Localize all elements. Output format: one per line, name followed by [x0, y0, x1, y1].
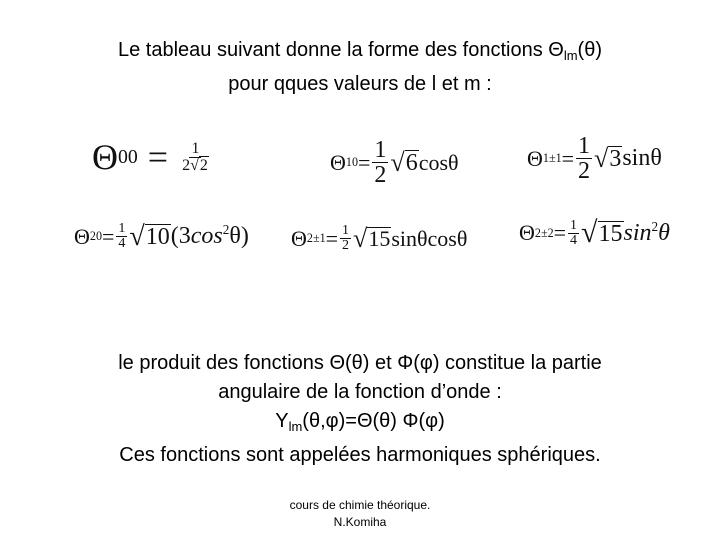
body-line-1: le produit des fonctions Θ(θ) et Φ(φ) constitue la partie: [118, 352, 602, 374]
body-line-4: Ces fonctions sont appelées harmoniques sphériques.: [119, 444, 601, 466]
title-line-2: pour qques valeurs de l et m :: [228, 73, 492, 95]
fraction: $\frac{1}{4}$: [118, 221, 126, 251]
fraction: $\frac{1}{4}$: [570, 217, 578, 248]
formula-theta-2pm2: Θ 2±2 = $\frac{1}{4}$ √ 15 $\sin^2\theta$: [519, 216, 670, 249]
title-line-1: Le tableau suivant donne la forme des fonctions $\Theta_{lm}(\theta)$: [117, 39, 602, 63]
formula-theta-10: Θ 10 = $\frac{1}{2}$ √ 6 cosθ: [330, 137, 459, 188]
body-text: [0, 349, 720, 470]
formula-theta-1pm1: Θ 1±1 = $\frac{1}{2}$ √ 3 sinθ: [527, 133, 662, 184]
slide-title: [0, 36, 720, 98]
fraction: $\frac{1}{2}$: [342, 223, 350, 253]
footer-course: cours de chimie théorique.: [289, 498, 431, 512]
title-subscript: lm: [563, 48, 578, 63]
formula-theta-2pm1: Θ 2±1 = $\frac{1}{2}$ √ 15 sinθcosθ: [291, 223, 468, 253]
body-line-3: $Y_{lm}(\theta,\varphi)=\Theta(\theta)$ Φ(φ): [275, 410, 445, 434]
fraction: $\frac{1}{2√2}$: [182, 139, 208, 174]
formula-theta-00: Θ 00 = $\frac{1}{2√2}$: [92, 136, 213, 178]
body-line-2: angulaire de la fonction d’onde :: [218, 381, 502, 403]
footer: [0, 497, 720, 531]
fraction: $\frac{1}{2}$: [578, 133, 591, 184]
footer-author: N.Komiha: [333, 515, 387, 529]
fraction: $\frac{1}{2}$: [374, 137, 387, 188]
formula-theta-20: Θ 20 = $\frac{1}{4}$ √ 10 $(3\cos^2\theta)$: [74, 220, 249, 252]
